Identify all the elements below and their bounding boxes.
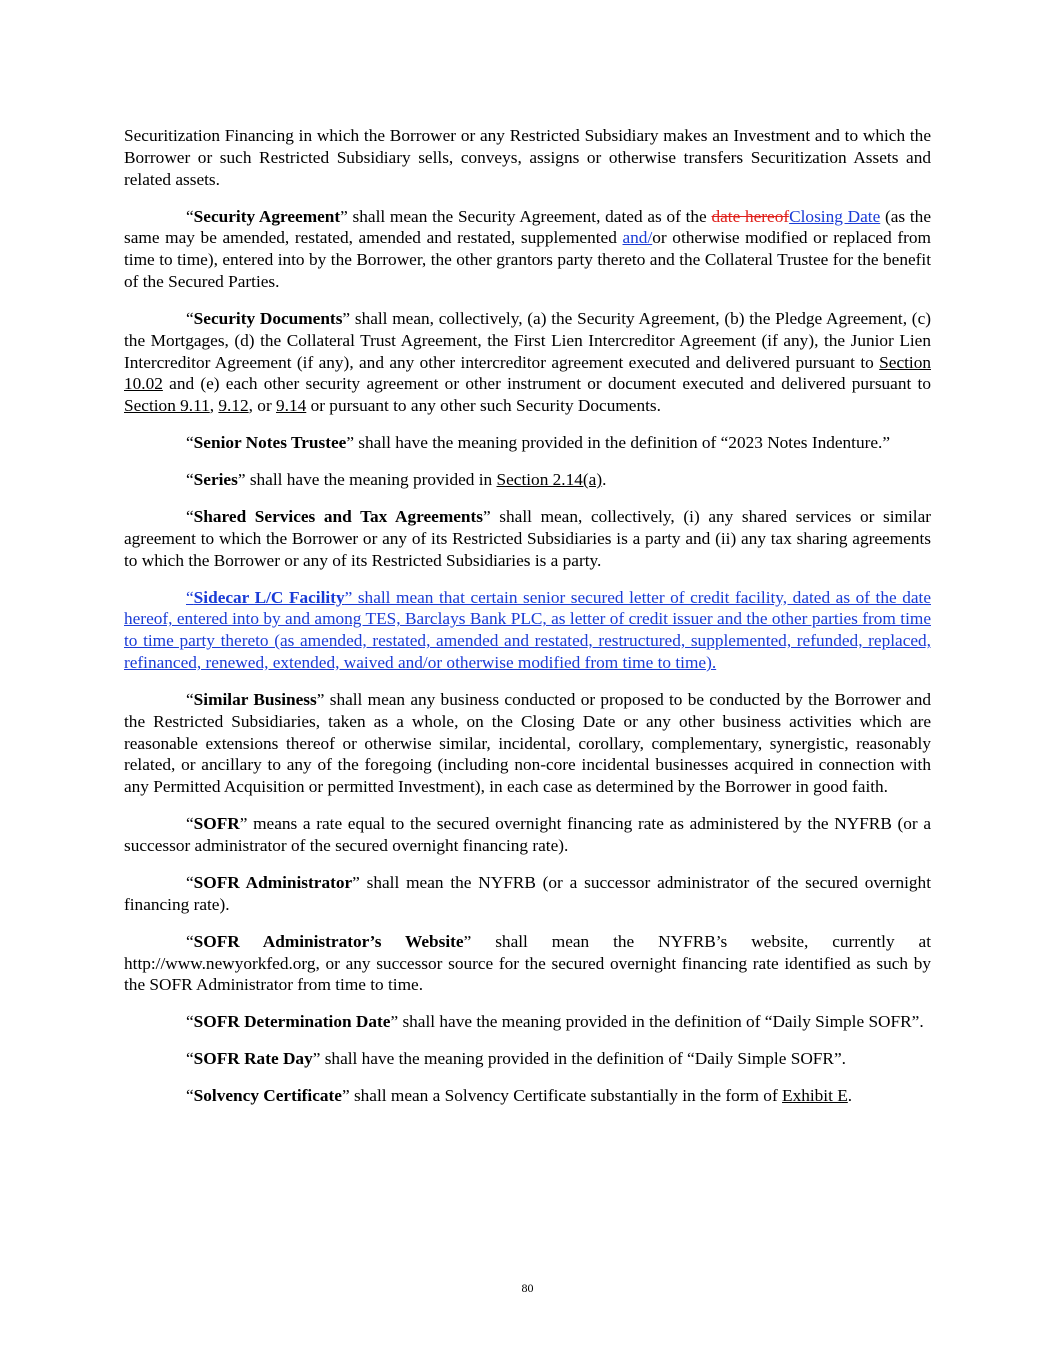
defined-term: SOFR Rate Day xyxy=(193,1049,313,1069)
page-number: 80 xyxy=(521,1281,534,1295)
section-reference: Section 9.11 xyxy=(124,396,210,416)
definition-text: ” shall have the meaning provided in the definition of “Daily Simple SOFR”. xyxy=(312,1049,846,1069)
defined-term: Sidecar L/C Facility xyxy=(193,587,345,607)
definition-sofr-determination-date xyxy=(124,1011,931,1033)
definition-text: ” shall have the meaning provided in xyxy=(237,470,497,490)
definition-text: or pursuant to any other such Security Documents. xyxy=(306,396,661,416)
open-quote: “ xyxy=(186,308,194,328)
defined-term: Security Agreement xyxy=(193,206,341,226)
definition-similar-business xyxy=(124,689,931,798)
definition-senior-notes-trustee xyxy=(124,432,931,454)
definition-text: (as the same may be amended, restated, amended and restated, supplemented xyxy=(124,206,931,248)
deleted-text: date hereof xyxy=(711,206,790,226)
definition-text: ” shall mean any business conducted or proposed to be conducted by the Borrower and the Restricted Subsidiaries, taken as a whole, on the Closing Date or any other business activities which are reasonable extensions thereof or otherwise similar, incidental, corollary, complementary, synergistic, reasonably related, or ancillary to any of the foregoing (including non-core incidental businesses acquired in connection with any Permitted Acquisition or permitted Investment), in each case as determined by the Borrower in good faith. xyxy=(124,690,932,797)
definition-text: ” shall mean, collectively, (a) the Security Agreement, (b) the Pledge Agreement, (c) the Mortgages, (d) the Collateral Trust Agreement, the First Lien Intercreditor Agreement (if any), the Junior Lien Intercreditor Agreement (if any), and any other intercreditor agreement executed and delivered pursuant to xyxy=(124,308,931,372)
defined-term: Series xyxy=(193,470,238,490)
definition-sofr-rate-day xyxy=(124,1048,931,1070)
definition-sofr-administrators-website xyxy=(124,931,931,996)
defined-term: Security Documents xyxy=(193,308,343,328)
definition-sofr xyxy=(124,813,931,857)
definition-text: ” means a rate equal to the secured overnight financing rate as administered by the NYFRB (or a successor administrator of the secured overnight financing rate). xyxy=(124,814,931,856)
open-quote: “ xyxy=(186,587,194,607)
exhibit-reference: Exhibit E xyxy=(782,1086,848,1106)
open-quote: “ xyxy=(186,507,194,527)
definition-text: ” shall mean, collectively, (i) any shared services or similar agreement to which the Borrower or any of its Restricted Subsidiaries is a party and (ii) any tax sharing agreements to which the Borrower or any of its Restricted Subsidiaries is a party. xyxy=(124,507,931,570)
definition-shared-services-and-tax-agreements xyxy=(124,506,931,571)
section-reference: Section 2.14(a) xyxy=(496,470,603,490)
definition-text: , xyxy=(209,396,219,416)
definition-text: . xyxy=(602,470,607,490)
definition-text: ” shall mean the Security Agreement, dated as of the xyxy=(340,206,712,226)
definition-text: or otherwise modified or replaced from time to time), entered into by the Borrower, the other grantors party thereto and the Collateral Trustee for the benefit of the Secured Parties. xyxy=(124,228,931,291)
open-quote: “ xyxy=(186,470,194,490)
definition-sidecar-lc-facility-inserted xyxy=(124,587,931,674)
paragraph-text: Securitization Financing in which the Borrower or any Restricted Subsidiary makes an Investment and to which the Borrower or such Restricted Subsidiary sells, conveys, assigns or otherwise transfers Securitization Assets and related assets. xyxy=(124,126,931,189)
inserted-text: and/ xyxy=(622,228,653,248)
definition-solvency-certificate xyxy=(124,1085,931,1107)
section-reference: Section 10.02 xyxy=(124,352,931,394)
definition-text: and (e) each other security agreement or other instrument or document executed and delivered pursuant to xyxy=(162,374,931,394)
open-quote: “ xyxy=(186,206,194,226)
section-reference: 9.14 xyxy=(276,396,307,416)
defined-term: SOFR Administrator’s Website xyxy=(193,931,464,951)
definition-text: ” shall mean a Solvency Certificate substantially in the form of xyxy=(341,1086,783,1106)
paragraph-securitization-continuation xyxy=(124,125,931,190)
definition-text: , or xyxy=(248,396,277,416)
open-quote: “ xyxy=(186,931,194,951)
definition-text: ” shall have the meaning provided in the definition of “2023 Notes Indenture.” xyxy=(346,433,891,453)
definition-text: ” shall mean that certain senior secured letter of credit facility, dated as of the date hereof, entered into by and among TES, Barclays Bank PLC, as letter of credit issuer and the other parties from time to time party thereto (as amended, restated, amended and restated, restructured, supplemented, refunded, replaced, refinanced, renewed, extended, waived and/or otherwise modified from time to time). xyxy=(124,587,931,673)
inserted-text: Closing Date xyxy=(789,206,881,226)
definition-text: ” shall mean the NYFRB (or a successor administrator of the secured overnight financing rate). xyxy=(124,873,931,914)
defined-term: Senior Notes Trustee xyxy=(193,433,347,453)
document-page xyxy=(124,125,931,1122)
definition-text: ” shall have the meaning provided in the definition of “Daily Simple SOFR”. xyxy=(390,1012,924,1032)
open-quote: “ xyxy=(186,873,194,892)
open-quote: “ xyxy=(186,814,194,834)
definition-series xyxy=(124,469,931,491)
definition-text: . xyxy=(847,1086,853,1106)
defined-term: SOFR Administrator xyxy=(193,873,353,892)
open-quote: “ xyxy=(186,1086,194,1106)
defined-term: SOFR xyxy=(193,814,240,834)
open-quote: “ xyxy=(186,690,194,710)
defined-term: Similar Business xyxy=(193,690,317,710)
open-quote: “ xyxy=(186,1012,194,1032)
definition-sofr-administrator xyxy=(124,872,931,916)
defined-term: Solvency Certificate xyxy=(193,1086,342,1106)
definition-security-agreement xyxy=(124,206,931,293)
section-reference: 9.12 xyxy=(218,396,249,416)
defined-term: SOFR Determination Date xyxy=(193,1012,391,1032)
defined-term: Shared Services and Tax Agreements xyxy=(193,507,483,527)
open-quote: “ xyxy=(186,1049,194,1069)
definition-text: ” shall mean the NYFRB’s website, currently at http://www.newyorkfed.org, or any successor source for the secured overnight financing rate identified as such by the SOFR Administrator from time to time. xyxy=(124,931,931,995)
open-quote: “ xyxy=(186,433,194,453)
definition-security-documents xyxy=(124,308,931,417)
